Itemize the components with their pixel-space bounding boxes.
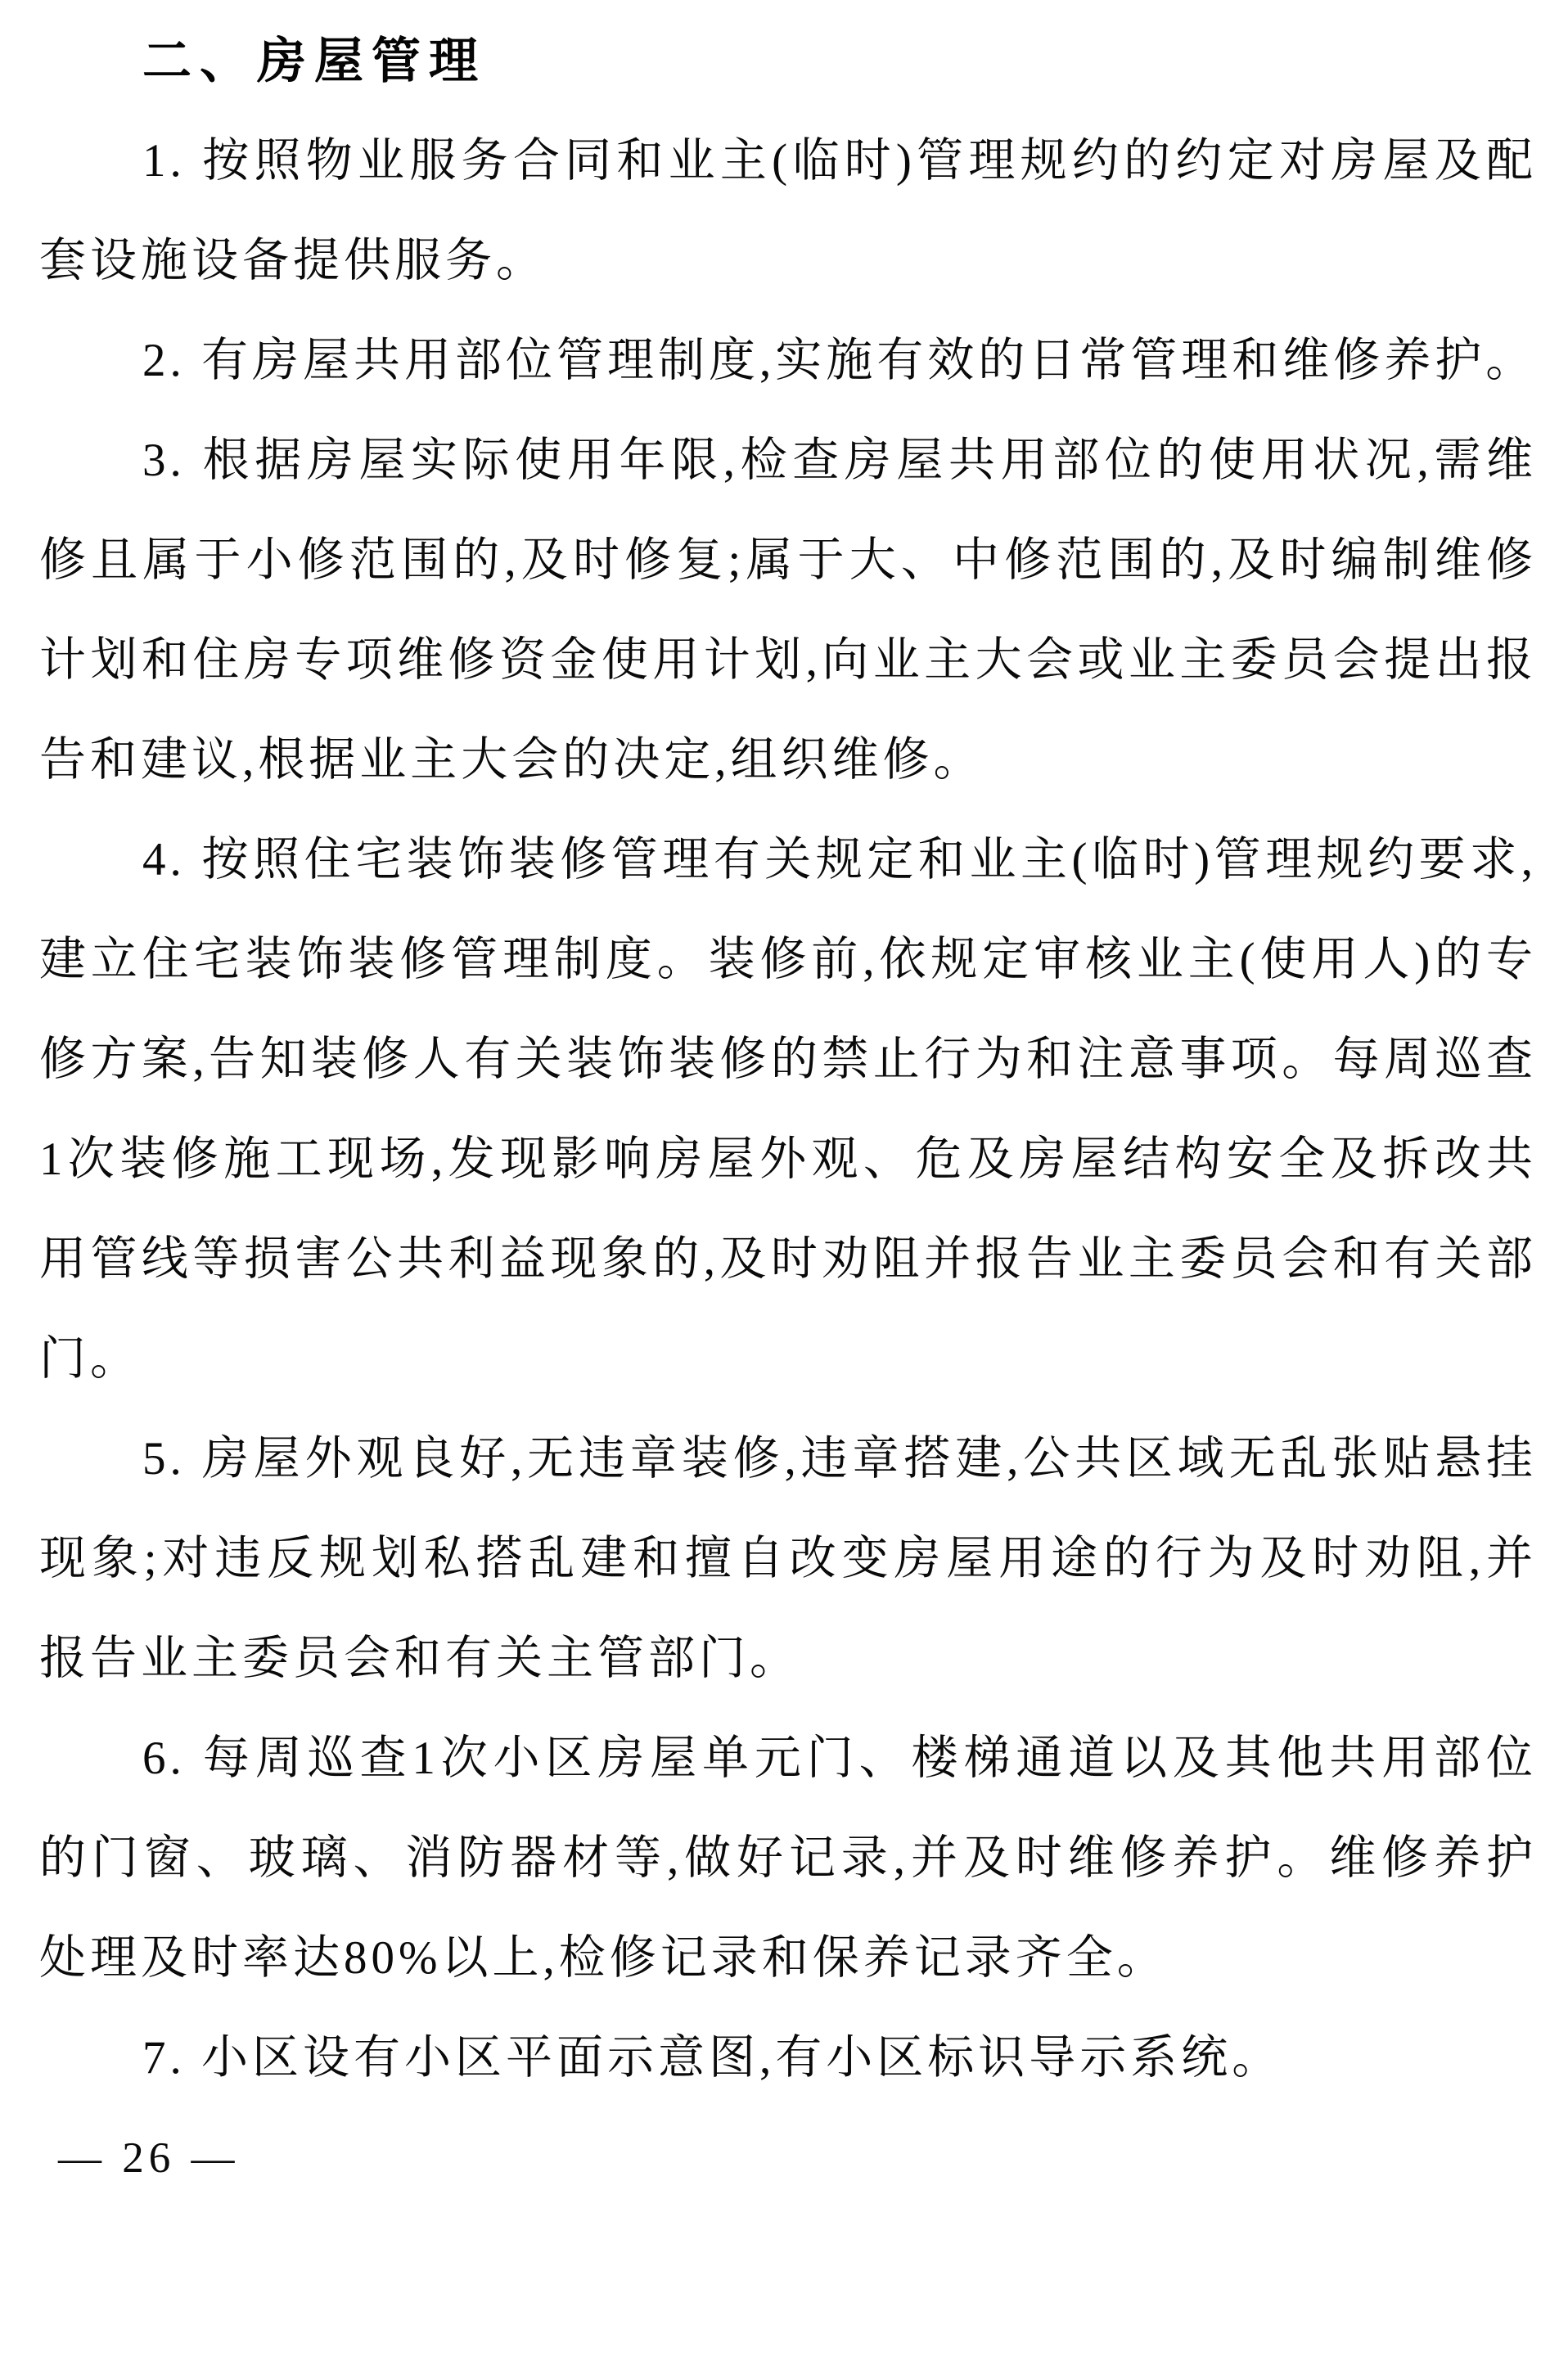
paragraph: 1. 按照物业服务合同和业主(临时)管理规约的约定对房屋及配套设施设备提供服务。 xyxy=(39,135,1537,286)
paragraph: 4. 按照住宅装饰装修管理有关规定和业主(临时)管理规约要求,建立住宅装饰装修管理制度。装修前,依规定审核业主(使用人)的专修方案,告知装修人有关装饰装修的禁止行为和注意事项。每周巡查1次装修施工现场,发现影响房屋外观、危及房屋结构安全及拆改共用管线等损害公共利益现象的,及时劝阻并报告业主委员会和有关部门。 xyxy=(39,834,1537,1385)
paragraph: 5. 房屋外观良好,无违章装修,违章搭建,公共区域无乱张贴悬挂现象;对违反规划私搭乱建和擅自改变房屋用途的行为及时劝阻,并报告业主委员会和有关主管部门。 xyxy=(39,1433,1537,1684)
paragraph: 6. 每周巡查1次小区房屋单元门、楼梯通道以及其他共用部位的门窗、玻璃、消防器材等,做好记录,并及时维修养护。维修养护处理及时率达80%以上,检修记录和保养记录齐全。 xyxy=(39,1732,1537,1984)
section-heading: 二、房屋管理 xyxy=(142,34,486,88)
page-number: — 26 — xyxy=(58,2134,240,2182)
paragraph: 2. 有房屋共用部位管理制度,实施有效的日常管理和维修养护。 xyxy=(142,335,1537,386)
paragraph: 3. 根据房屋实际使用年限,检查房屋共用部位的使用状况,需维修且属于小修范围的,及时修复;属于大、中修范围的,及时编制维修计划和住房专项维修资金使用计划,向业主大会或业主委员会提出报告和建议,根据业主大会的决定,组织维修。 xyxy=(39,435,1537,786)
paragraph: 7. 小区设有小区平面示意图,有小区标识导示系统。 xyxy=(142,2032,1283,2084)
